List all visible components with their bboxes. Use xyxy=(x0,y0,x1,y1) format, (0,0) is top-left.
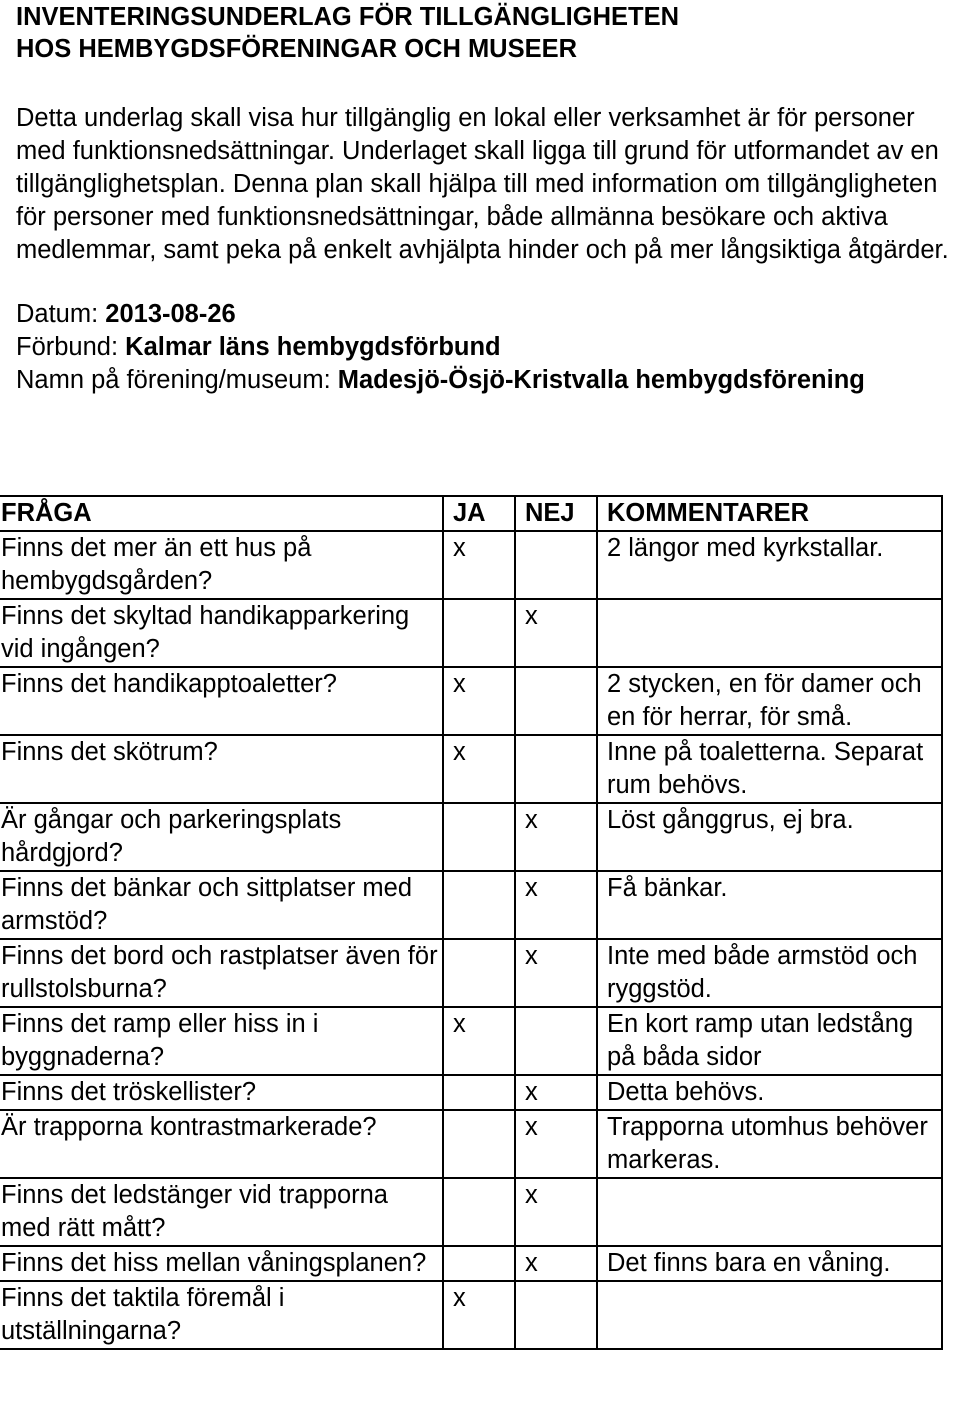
date-value: 2013-08-26 xyxy=(105,300,236,328)
table-row xyxy=(0,803,942,871)
comment-cell: En kort ramp utan ledstång på båda sidor xyxy=(597,1007,942,1075)
union-line xyxy=(16,331,956,364)
yes-mark-cell xyxy=(443,1246,515,1281)
question-cell: Finns det handikapptoaletter? xyxy=(0,667,443,735)
comment-cell: 2 stycken, en för damer och en för herrar, för små. xyxy=(597,667,942,735)
yes-mark-cell xyxy=(443,803,515,871)
comment-cell: 2 längor med kyrkstallar. xyxy=(597,531,942,599)
question-cell: Finns det hiss mellan våningsplanen? xyxy=(0,1246,443,1281)
question-cell: Finns det skyltad handikapparkering vid ingången? xyxy=(0,599,443,667)
table-row xyxy=(0,599,942,667)
question-cell: Är gångar och parkeringsplats hårdgjord? xyxy=(0,803,443,871)
no-mark-cell xyxy=(515,1007,597,1075)
question-cell: Finns det skötrum? xyxy=(0,735,443,803)
date-label: Datum: xyxy=(16,300,106,328)
question-cell: Finns det ramp eller hiss in i byggnaderna? xyxy=(0,1007,443,1075)
question-cell: Är trapporna kontrastmarkerade? xyxy=(0,1110,443,1178)
date-line xyxy=(16,298,956,331)
no-mark-cell: x xyxy=(515,803,597,871)
no-mark-cell: x xyxy=(515,599,597,667)
question-cell: Finns det bord och rastplatser även för rullstolsburna? xyxy=(0,939,443,1007)
table-row xyxy=(0,1110,942,1178)
header-question: FRÅGA xyxy=(0,496,443,531)
comment-cell: Det finns bara en våning. xyxy=(597,1246,942,1281)
header-comments: KOMMENTARER xyxy=(597,496,942,531)
comment-cell: Inte med både armstöd och ryggstöd. xyxy=(597,939,942,1007)
question-cell: Finns det mer än ett hus på hembygdsgården? xyxy=(0,531,443,599)
table-row xyxy=(0,531,942,599)
comment-cell: Detta behövs. xyxy=(597,1075,942,1110)
yes-mark-cell xyxy=(443,939,515,1007)
yes-mark-cell xyxy=(443,871,515,939)
no-mark-cell xyxy=(515,735,597,803)
comment-cell: Inne på toaletterna. Separat rum behövs. xyxy=(597,735,942,803)
comment-cell: Trapporna utomhus behöver markeras. xyxy=(597,1110,942,1178)
yes-mark-cell xyxy=(443,1110,515,1178)
table-row xyxy=(0,1246,942,1281)
question-cell: Finns det bänkar och sittplatser med armstöd? xyxy=(0,871,443,939)
table-row xyxy=(0,939,942,1007)
question-cell: Finns det taktila föremål i utställningarna? xyxy=(0,1281,443,1349)
yes-mark-cell: x xyxy=(443,1281,515,1349)
yes-mark-cell xyxy=(443,1178,515,1246)
yes-mark-cell: x xyxy=(443,667,515,735)
table-header-row xyxy=(0,496,942,531)
table-row xyxy=(0,735,942,803)
no-mark-cell: x xyxy=(515,1075,597,1110)
union-label: Förbund: xyxy=(16,333,126,361)
no-mark-cell: x xyxy=(515,1110,597,1178)
header-yes: JA xyxy=(443,496,515,531)
no-mark-cell xyxy=(515,667,597,735)
questionnaire-table xyxy=(0,495,943,1350)
table-row xyxy=(0,1178,942,1246)
no-mark-cell: x xyxy=(515,871,597,939)
table-body xyxy=(0,531,942,1349)
yes-mark-cell: x xyxy=(443,735,515,803)
table-row xyxy=(0,1075,942,1110)
yes-mark-cell xyxy=(443,599,515,667)
comment-cell: Löst gånggrus, ej bra. xyxy=(597,803,942,871)
comment-cell xyxy=(597,1178,942,1246)
org-line xyxy=(16,364,956,397)
no-mark-cell xyxy=(515,1281,597,1349)
no-mark-cell: x xyxy=(515,1246,597,1281)
meta-block xyxy=(16,298,956,397)
document-page xyxy=(16,0,956,397)
yes-mark-cell xyxy=(443,1075,515,1110)
document-title: INVENTERINGSUNDERLAG FÖR TILLGÄNGLIGHETEN HOS HEMBYGDSFÖRENINGAR OCH MUSEER xyxy=(16,3,679,63)
table-row xyxy=(0,667,942,735)
header-no: NEJ xyxy=(515,496,597,531)
table-row xyxy=(0,871,942,939)
comment-cell xyxy=(597,599,942,667)
yes-mark-cell: x xyxy=(443,1007,515,1075)
no-mark-cell xyxy=(515,531,597,599)
intro-paragraph: Detta underlag skall visa hur tillgänglig en lokal eller verksamhet är för personer med funktionsnedsättningar. Underlaget skall ligga till grund för utformandet av en tillgänglighetsplan. Denna plan skall hjälpa till med information om tillgängligheten för personer med funktionsnedsättningar, både allmänna besökare och aktiva medlemmar, samt peka på enkelt avhjälpta hinder och på mer långsiktiga åtgärder. xyxy=(16,104,949,264)
table-row xyxy=(0,1281,942,1349)
question-cell: Finns det tröskellister? xyxy=(0,1075,443,1110)
question-cell: Finns det ledstänger vid trapporna med rätt mått? xyxy=(0,1178,443,1246)
comment-cell: Få bänkar. xyxy=(597,871,942,939)
org-value: Madesjö-Ösjö-Kristvalla hembygdsförening xyxy=(337,366,865,394)
no-mark-cell: x xyxy=(515,939,597,1007)
yes-mark-cell: x xyxy=(443,531,515,599)
org-label: Namn på förening/museum: xyxy=(16,366,338,394)
comment-cell xyxy=(597,1281,942,1349)
table-row xyxy=(0,1007,942,1075)
no-mark-cell: x xyxy=(515,1178,597,1246)
union-value: Kalmar läns hembygdsförbund xyxy=(125,333,501,361)
